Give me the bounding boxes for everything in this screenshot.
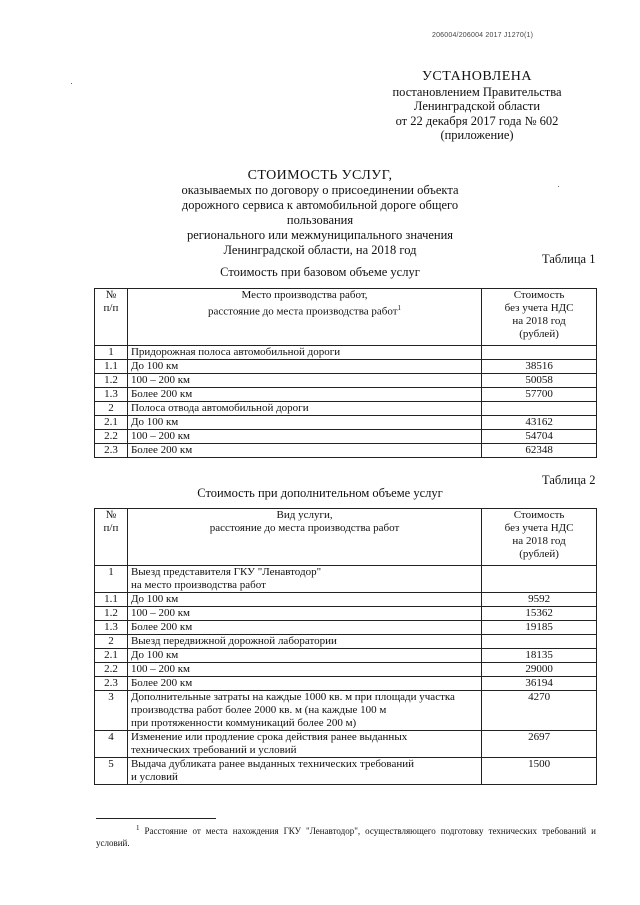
row-name: Более 200 км [127, 444, 481, 458]
header-text: на 2018 год [512, 535, 566, 547]
table-row [95, 731, 597, 758]
table1-header-row [95, 289, 597, 346]
row-number: 2.1 [95, 649, 128, 663]
table-row [95, 360, 597, 374]
table-row [95, 677, 597, 691]
row-number: 4 [95, 731, 128, 758]
row-name-line: технических требований и условий [130, 744, 297, 756]
header-text: Стоимость [513, 509, 565, 521]
header-text: Стоимость [513, 289, 565, 301]
row-value: 38516 [482, 360, 597, 374]
title-line: оказываемых по договору о присоединении объекта [181, 183, 459, 197]
row-name [127, 607, 481, 621]
row-name-line: До 100 км [130, 593, 179, 605]
table1-header-num [95, 289, 128, 346]
row-value: 19185 [482, 621, 597, 635]
footnote-separator [96, 818, 216, 819]
header-text: п/п [103, 302, 119, 314]
row-number: 5 [95, 758, 128, 785]
row-number: 2.1 [95, 416, 128, 430]
row-number: 2 [95, 635, 128, 649]
row-name-line: 100 – 200 км [130, 663, 191, 675]
row-number: 3 [95, 691, 128, 731]
row-value: 43162 [482, 416, 597, 430]
document-title [150, 168, 490, 258]
row-value: 50058 [482, 374, 597, 388]
table-row [95, 758, 597, 785]
row-name: 100 – 200 км [127, 430, 481, 444]
header-text: № [105, 289, 117, 301]
row-name [127, 677, 481, 691]
table-row [95, 566, 597, 593]
row-name-line: Изменение или продление срока действия ранее выданных [130, 731, 408, 743]
row-value: 18135 [482, 649, 597, 663]
row-number: 1 [95, 566, 128, 593]
table2-header-row [95, 509, 597, 566]
row-value: 1500 [482, 758, 597, 785]
approval-block [384, 70, 570, 143]
row-value: 54704 [482, 430, 597, 444]
row-name-line: Более 200 км [130, 621, 193, 633]
table2 [94, 508, 597, 785]
footnote [96, 822, 596, 849]
row-value: 4270 [482, 691, 597, 731]
row-name [127, 691, 481, 731]
table-row [95, 691, 597, 731]
row-number: 2.2 [95, 663, 128, 677]
row-value: 29000 [482, 663, 597, 677]
table2-header-cost [482, 509, 597, 566]
row-name: Более 200 км [127, 388, 481, 402]
table-row [95, 388, 597, 402]
table2-name: Стоимость при дополнительном объеме услуг [197, 486, 443, 500]
row-name [127, 621, 481, 635]
row-name-line: До 100 км [130, 649, 179, 661]
row-number: 1.1 [95, 360, 128, 374]
approval-date: от 22 декабря 2017 года № 602 [395, 113, 559, 128]
approval-line: Ленинградской области [413, 99, 541, 113]
header-text: п/п [103, 522, 119, 534]
approval-line: постановлением Правительства [392, 84, 562, 99]
header-text: Вид услуги, [276, 509, 333, 521]
table-row [95, 346, 597, 360]
row-name-line: и условий [130, 771, 178, 783]
header-text: Место производства работ, [241, 289, 368, 301]
row-name [127, 593, 481, 607]
title-line: дорожного сервиса к автомобильной дороге общего пользования [181, 198, 459, 227]
row-number: 1.2 [95, 607, 128, 621]
header-text: расстояние до места производства работ [208, 305, 398, 318]
table-row [95, 593, 597, 607]
row-name [127, 649, 481, 663]
header-text: расстояние до места производства работ [209, 522, 400, 534]
table-row [95, 430, 597, 444]
table-row [95, 416, 597, 430]
row-value: 15362 [482, 607, 597, 621]
table1 [94, 288, 597, 458]
table1-header-place [127, 289, 481, 346]
row-number: 1 [95, 346, 128, 360]
row-value [482, 566, 597, 593]
header-text: (рублей) [519, 328, 559, 340]
row-value [482, 402, 597, 416]
row-number: 2.3 [95, 444, 128, 458]
table2-label: Таблица 2 [542, 473, 596, 487]
table1-header-cost [482, 289, 597, 346]
row-name-line: при протяженности коммуникаций более 200 м) [130, 717, 357, 729]
table-row [95, 621, 597, 635]
row-name: До 100 км [127, 416, 481, 430]
row-name: Полоса отвода автомобильной дороги [127, 402, 481, 416]
table2-header-kind [127, 509, 481, 566]
title-heading: СТОИМОСТЬ УСЛУГ, [247, 168, 393, 183]
row-name-line: Выдача дубликата ранее выданных технических требований [130, 758, 415, 770]
row-number: 2.2 [95, 430, 128, 444]
header-text: № [105, 509, 117, 521]
row-number: 2 [95, 402, 128, 416]
footnote-mark: 1 [136, 824, 140, 832]
approval-appendix: (приложение) [440, 128, 514, 142]
row-name [127, 758, 481, 785]
table-row [95, 649, 597, 663]
row-value: 57700 [482, 388, 597, 402]
title-line: регионального или межмуниципального значения [186, 228, 454, 242]
row-value [482, 635, 597, 649]
row-number: 1.2 [95, 374, 128, 388]
document-id: 206004/206004 2017 J1270(1) [432, 32, 534, 39]
row-name: До 100 км [127, 360, 481, 374]
row-value: 36194 [482, 677, 597, 691]
header-text: на 2018 год [512, 315, 566, 327]
header-text: (рублей) [519, 548, 559, 560]
row-value: 2697 [482, 731, 597, 758]
table-row [95, 402, 597, 416]
table1-name: Стоимость при базовом объеме услуг [220, 265, 420, 279]
row-number: 1.3 [95, 388, 128, 402]
row-name [127, 663, 481, 677]
row-number: 1.1 [95, 593, 128, 607]
table-row [95, 635, 597, 649]
row-name-line: Выезд представителя ГКУ "Ленавтодор" [130, 566, 322, 578]
header-text: без учета НДС [504, 522, 574, 534]
row-number: 2.3 [95, 677, 128, 691]
row-value [482, 346, 597, 360]
row-name-line: на место производства работ [130, 579, 266, 591]
table-row [95, 607, 597, 621]
row-value: 62348 [482, 444, 597, 458]
table-row [95, 444, 597, 458]
table-row [95, 663, 597, 677]
row-name [127, 635, 481, 649]
row-name [127, 731, 481, 758]
row-number: 1.3 [95, 621, 128, 635]
row-name-line: 100 – 200 км [130, 607, 191, 619]
table2-header-num [95, 509, 128, 566]
row-name-line: производства работ более 2000 кв. м (на каждые 100 м [130, 704, 387, 716]
row-name-line: Выезд передвижной дорожной лаборатории [130, 635, 337, 647]
header-text [131, 302, 478, 319]
scan-speck [558, 186, 559, 187]
scan-speck [71, 83, 72, 84]
footnote-mark: 1 [397, 304, 402, 312]
row-value: 9592 [482, 593, 597, 607]
row-name-line: Более 200 км [130, 677, 193, 689]
header-text: без учета НДС [504, 302, 574, 314]
row-name: Придорожная полоса автомобильной дороги [127, 346, 481, 360]
table-row [95, 374, 597, 388]
row-name: 100 – 200 км [127, 374, 481, 388]
title-line: Ленинградской области, на 2018 год [223, 243, 417, 257]
row-name-line: Дополнительные затраты на каждые 1000 кв. м при площади участка [130, 691, 455, 703]
footnote-text: Расстояние от места нахождения ГКУ "Ленавтодор", осуществляющего подготовку технических требований и условий. [96, 826, 596, 848]
approval-heading: УСТАНОВЛЕНА [421, 69, 532, 84]
table1-label: Таблица 1 [542, 252, 596, 266]
row-name [127, 566, 481, 593]
